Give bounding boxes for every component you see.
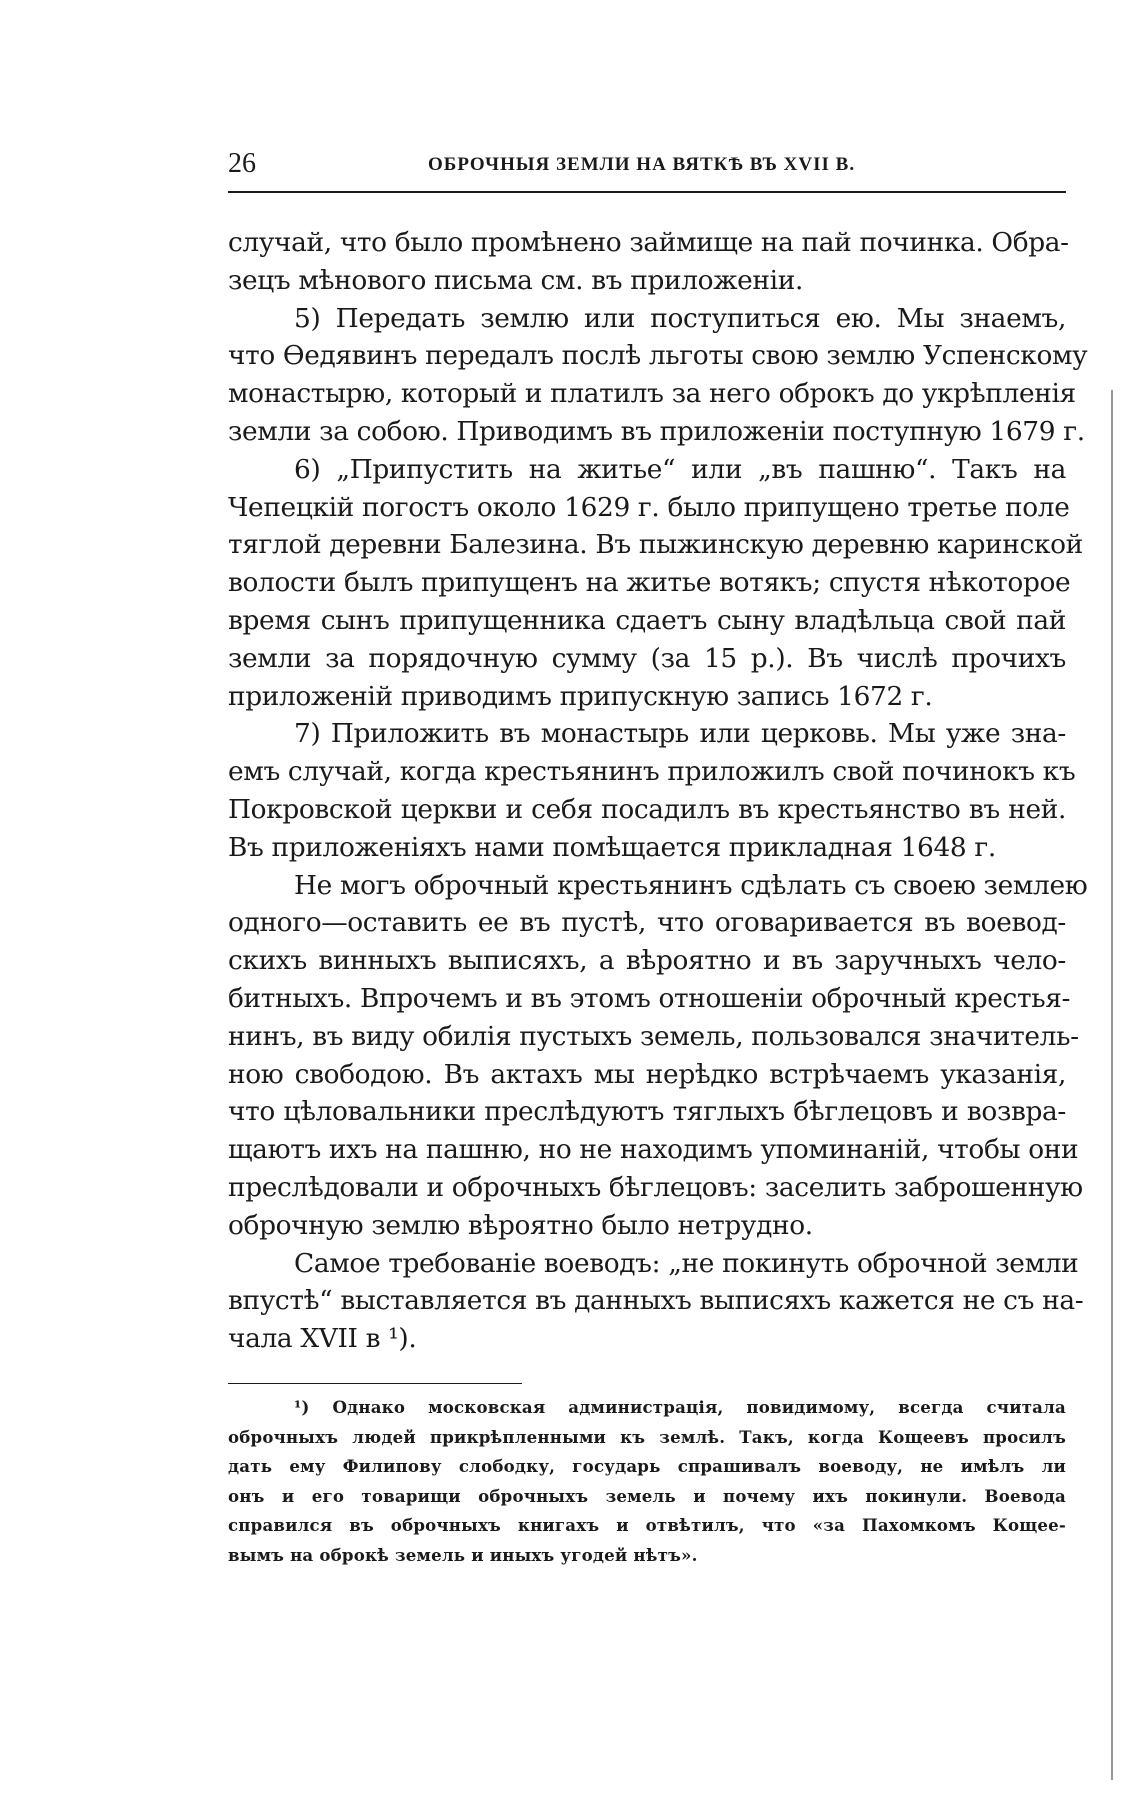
page-number: 26	[228, 148, 256, 179]
running-title: ОБРОЧНЫЯ ЗЕМЛИ НА ВЯТКѢ ВЪ XVII В.	[428, 154, 856, 175]
text-line: 6) „Припустить на житье“ или „въ пашню“. Такъ на	[294, 453, 1066, 485]
text-line: земли за собою. Приводимъ въ приложеніи поступную 1679 г.	[228, 415, 1085, 447]
text-line: случай, что было промѣнено займище на пай починка. Обра-	[228, 227, 1069, 258]
text-line: оброчную землю вѣроятно было нетрудно.	[228, 1209, 813, 1241]
footnote-block	[228, 1393, 1066, 1571]
text-line: тяглой деревни Балезина. Въ пыжинскую деревню каринской	[228, 529, 1083, 561]
text-line: нинъ, въ виду обилія пустыхъ земель, пользовался значитель-	[228, 1020, 1079, 1052]
text-line: битныхъ. Впрочемъ и въ этомъ отношеніи оброчный крестья-	[228, 982, 1071, 1014]
page-header	[228, 148, 1066, 188]
footnote-line: ¹) Однако московская администрація, повидимому, всегда считала	[294, 1397, 1066, 1417]
main-text	[228, 224, 1088, 1358]
text-line: 7) Приложить въ монастырь или церковь. Мы уже зна-	[294, 718, 1066, 750]
text-line: щаютъ ихъ на пашню, но не находимъ упоминаній, чтобы они	[228, 1134, 1079, 1166]
text-line: преслѣдовали и оброчныхъ бѣглецовъ: заселить заброшенную	[228, 1171, 1083, 1203]
text-line: зецъ мѣнового письма см. въ приложеніи.	[228, 264, 804, 296]
text-line: волости былъ припущенъ на житье вотякъ; спустя нѣкоторое	[228, 567, 1071, 599]
footnote-line: оброчныхъ людей прикрѣпленными къ землѣ. Такъ, когда Кощеевъ просилъ	[228, 1426, 1066, 1447]
scan-margin-line	[1111, 390, 1113, 1780]
text-line: Не могъ оброчный крестьянинъ сдѣлать съ своею землею	[294, 869, 1088, 901]
footnote-line: вымъ на оброкѣ земель и иныхъ угодей нѣтъ».	[228, 1544, 698, 1565]
text-line: земли за порядочную сумму (за 15 р.). Въ числѣ прочихъ	[228, 642, 1066, 674]
text-line: приложеній приводимъ припускную запись 1672 г.	[228, 680, 933, 712]
text-line: время сынъ припущенника сдаетъ сыну владѣльца свой пай	[228, 604, 1066, 636]
text-line: 5) Передать землю или поступиться ею. Мы знаемъ,	[294, 302, 1066, 334]
text-line: что цѣловальники преслѣдуютъ тяглыхъ бѣглецовъ и возвра-	[228, 1096, 1066, 1128]
footnote-line: дать ему Филипову слободку, государь спрашивалъ воеводу, не имѣлъ ли	[228, 1456, 1066, 1477]
text-line: Покровской церкви и себя посадилъ въ крестьянство въ ней.	[228, 793, 1066, 825]
footnote-rule	[228, 1383, 522, 1384]
footnote-line: онъ и его товарищи оброчныхъ земель и почему ихъ покинули. Воевода	[228, 1485, 1066, 1506]
header-rule	[228, 191, 1066, 193]
text-line: одного—оставить ее въ пустѣ, что оговаривается въ воевод-	[228, 907, 1066, 939]
text-line: Самое требованіе воеводъ: „не покинуть оброчной земли	[294, 1247, 1079, 1279]
text-line: что Ѳедявинъ передалъ послѣ льготы свою землю Успенскому	[228, 340, 1088, 372]
text-line: емъ случай, когда крестьянинъ приложилъ свой починокъ къ	[228, 756, 1076, 788]
text-line: скихъ винныхъ выписяхъ, а вѣроятно и въ заручныхъ чело-	[228, 945, 1066, 977]
footnote-line: справился въ оброчныхъ книгахъ и отвѣтилъ, что «за Пахомкомъ Кощее-	[228, 1515, 1066, 1536]
text-line: монастырю, который и платилъ за него оброкъ до укрѣпленія	[228, 378, 1076, 410]
text-line: Въ приложеніяхъ нами помѣщается прикладная 1648 г.	[228, 831, 996, 863]
text-line: ною свободою. Въ актахъ мы нерѣдко встрѣчаемъ указанія,	[228, 1058, 1066, 1090]
text-line: Чепецкій погостъ около 1629 г. было припущено третье поле	[228, 491, 1070, 523]
text-line: впустѣ“ выставляется въ данныхъ выписяхъ кажется не съ на-	[228, 1285, 1084, 1317]
text-line: чала XVII в ¹).	[228, 1323, 417, 1355]
